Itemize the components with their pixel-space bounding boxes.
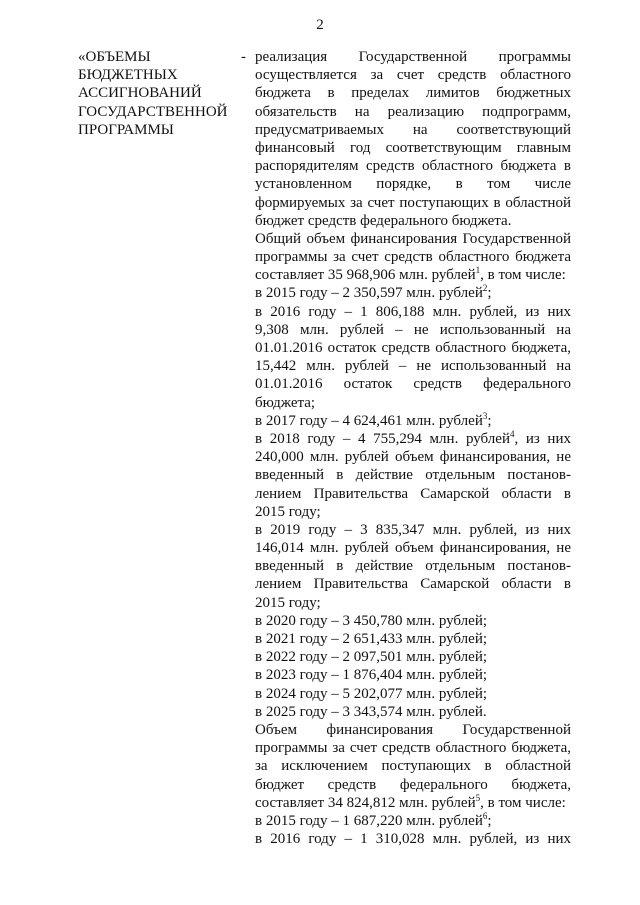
body-line — [255, 394, 571, 412]
body-line-text: введенный в действие отдельным постанов- — [255, 467, 571, 484]
body-line — [255, 84, 571, 102]
body-line — [255, 812, 571, 830]
section-heading — [78, 48, 238, 139]
body-line — [255, 630, 571, 648]
body-line-text: 15,442 млн. рублей – не использованный на — [255, 358, 571, 375]
body-line — [255, 594, 571, 612]
heading-line: АССИГНОВАНИЙ — [78, 85, 202, 102]
body-line — [255, 230, 571, 248]
page-number: 2 — [316, 17, 324, 33]
footnote-marker: 3 — [482, 411, 488, 421]
body-line — [255, 666, 571, 684]
body-line — [255, 266, 571, 284]
body-line — [255, 685, 571, 703]
body-line-text: обязательств на реализацию подпрограмм, — [255, 103, 571, 120]
heading-line: «ОБЪЕМЫ — [78, 49, 151, 65]
body-line — [255, 721, 571, 739]
body-line — [255, 139, 571, 157]
body-line — [255, 66, 571, 84]
body-line — [255, 575, 571, 593]
body-line-text: финансовый год соответствующим главным — [255, 139, 571, 156]
body-line-text: 2015 году; — [255, 594, 321, 611]
body-line — [255, 539, 571, 557]
body-line-text: бюджета в пределах лимитов бюджетных — [255, 85, 571, 102]
body-line-text: реализация Государственной программы — [255, 49, 571, 65]
body-line — [255, 48, 571, 66]
body-line — [255, 157, 571, 175]
body-line — [255, 830, 571, 848]
body-line-text: в 2015 году – 2 350,597 млн. рублей — [255, 285, 483, 302]
body-line — [255, 703, 571, 721]
body-line — [255, 521, 571, 539]
footnote-marker: 2 — [482, 284, 488, 294]
body-line-text: программы за счет средств областного бюджета, — [255, 740, 571, 757]
body-line-text: в 2019 году – 3 835,347 млн. рублей, из них — [255, 521, 571, 538]
body-line — [255, 303, 571, 321]
body-line — [255, 794, 571, 812]
body-line-text: 240,000 млн. рублей объем финансирования, не — [255, 449, 571, 466]
body-line-text: в 2023 году – 1 876,404 млн. рублей; — [255, 667, 488, 684]
body-line-text: Объем финансирования Государственной — [255, 721, 571, 738]
body-line-text: программы за счет средств областного бюджета — [255, 249, 571, 266]
body-line-text: бюджет средств федерального бюджета. — [255, 212, 512, 229]
body-line — [255, 612, 571, 630]
body-line-text: в 2016 году – 1 310,028 млн. рублей, из них — [255, 831, 571, 848]
body-line — [255, 557, 571, 575]
heading-line: БЮДЖЕТНЫХ — [78, 67, 178, 84]
footnote-marker: 1 — [475, 266, 481, 276]
footnote-marker: 5 — [475, 793, 481, 803]
body-line-text: в 2017 году – 4 624,461 млн. рублей — [255, 412, 483, 429]
body-line-text: в 2020 году – 3 450,780 млн. рублей; — [255, 612, 488, 629]
heading-line: ПРОГРАММЫ — [78, 121, 174, 138]
body-line-text: в 2015 году – 1 687,220 млн. рублей — [255, 812, 483, 829]
footnote-marker: 6 — [482, 811, 488, 821]
body-line-text: 146,014 млн. рублей объем финансирования, не — [255, 540, 571, 557]
body-line-tail: , в том числе: — [480, 267, 566, 284]
body-line — [255, 448, 571, 466]
body-line — [255, 248, 571, 266]
body-line-text: лением Правительства Самарской области в — [255, 485, 571, 502]
body-line-text: в 2021 году – 2 651,433 млн. рублей; — [255, 631, 488, 647]
separator-dash: - — [241, 49, 246, 65]
body-line — [255, 776, 571, 794]
body-line-text: за исключением поступающих в областной — [255, 758, 571, 775]
heading-line: ГОСУДАРСТВЕННОЙ — [78, 103, 228, 120]
body-line-text: формируемых за счет поступающих в областной — [255, 194, 571, 211]
body-line — [255, 503, 571, 521]
body-line-text: установленном порядке, в том числе — [255, 176, 571, 193]
body-line-text: распорядителям средств областного бюджета в — [255, 158, 571, 175]
body-line — [255, 648, 571, 666]
body-line — [255, 739, 571, 757]
body-line — [255, 175, 571, 193]
body-line-text: в 2024 году – 5 202,077 млн. рублей; — [255, 685, 488, 702]
body-line-text: 01.01.2016 остаток средств федерального — [255, 376, 571, 393]
body-line-text: введенный в действие отдельным постанов- — [255, 558, 571, 575]
body-line-tail: ; — [487, 285, 492, 302]
body-line — [255, 339, 571, 357]
body-line — [255, 357, 571, 375]
body-line-text: бюджета; — [255, 394, 316, 411]
body-line-text: составляет 35 968,906 млн. рублей — [255, 267, 476, 284]
footnote-marker: 4 — [509, 429, 515, 439]
body-line-text: лением Правительства Самарской области в — [255, 576, 571, 593]
body-line-text: в 2018 году – 4 755,294 млн. рублей — [255, 430, 510, 447]
body-line-text: 2015 году; — [255, 503, 321, 520]
body-line-tail: , в том числе: — [480, 794, 566, 811]
body-line — [255, 375, 571, 393]
body-line — [255, 485, 571, 503]
body-line-text: в 2025 году – 3 343,574 млн. рублей. — [255, 703, 487, 720]
body-line-text: составляет 34 824,812 млн. рублей — [255, 794, 476, 811]
body-line-text: осуществляется за счет средств областного — [255, 67, 571, 84]
body-line — [255, 757, 571, 775]
body-line-tail: ; — [487, 412, 492, 429]
body-line — [255, 103, 571, 121]
body-line-tail: , из них — [514, 430, 571, 447]
body-line-text: в 2022 году – 2 097,501 млн. рублей; — [255, 649, 488, 666]
body-line — [255, 412, 571, 430]
body-line-text: бюджет средств федерального бюджета, — [255, 776, 571, 793]
body-line — [255, 321, 571, 339]
body-line-text: 9,308 млн. рублей – не использованный на — [255, 321, 571, 338]
body-line — [255, 121, 571, 139]
body-line-tail: ; — [487, 812, 492, 829]
body-line-text: 01.01.2016 остаток средств областного бюджета, — [255, 340, 571, 356]
body-line — [255, 212, 571, 230]
body-line-text: в 2016 году – 1 806,188 млн. рублей, из них — [255, 303, 571, 320]
body-line-text: Общий объем финансирования Государственной — [255, 230, 571, 247]
body-line — [255, 194, 571, 212]
body-line — [255, 466, 571, 484]
body-line-text: предусматриваемых на соответствующий — [255, 121, 571, 138]
section-body — [255, 48, 571, 848]
body-line — [255, 430, 571, 448]
body-line — [255, 284, 571, 302]
